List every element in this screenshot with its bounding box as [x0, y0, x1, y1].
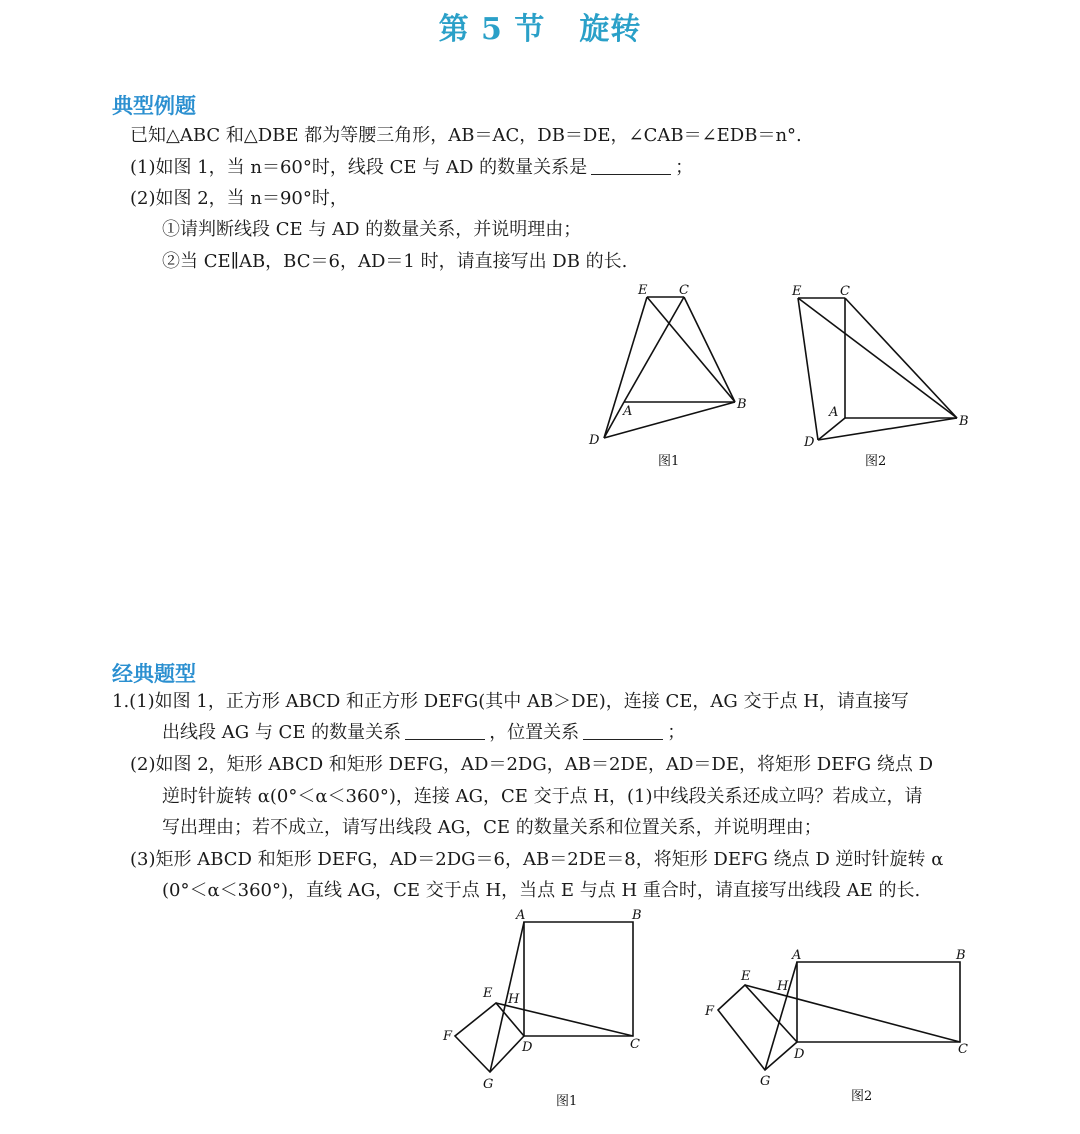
- fig1-seg-ce: [496, 1003, 633, 1036]
- s2fig2-label-a: A: [792, 948, 802, 963]
- s2fig1-label-g: G: [483, 1077, 494, 1092]
- question-2-part-1: ①请判断线段 CE 与 AD 的数量关系，并说明理由；: [162, 219, 582, 240]
- s2fig2-label-f: F: [705, 1004, 715, 1019]
- answer-blank: [591, 158, 671, 175]
- problem-1-part-1-text: 出线段 AG 与 CE 的数量关系: [162, 722, 402, 743]
- problem-statement: 已知△ABC 和△DBE 都为等腰三角形，AB＝AC，DB＝DE，∠CAB＝∠EDB＝n°.: [130, 125, 802, 146]
- s2fig1-caption: 图1: [556, 1094, 578, 1109]
- s2fig2-label-e: E: [741, 969, 751, 984]
- fig1-label-c: C: [679, 283, 689, 298]
- problem-1-part-3-line-2: (0°＜α＜360°)，直线 AG，CE 交于点 H，当点 E 与点 H 重合时，请直接写出线段 AE 的长.: [162, 880, 921, 901]
- question-2: (2)如图 2，当 n＝90°时，: [130, 188, 348, 209]
- fig2-caption: 图2: [865, 454, 887, 469]
- figure-1-squares: [430, 905, 660, 1120]
- s2fig1-label-b: B: [632, 908, 642, 923]
- fig2-label-a: A: [829, 405, 839, 420]
- question-1-text: (1)如图 1，当 n＝60°时，线段 CE 与 AD 的数量关系是: [130, 157, 588, 178]
- fig2-label-b: B: [959, 414, 969, 429]
- question-1-end: ；: [675, 157, 694, 178]
- fig1-label-a: A: [623, 404, 633, 419]
- page-title: [0, 4, 1080, 48]
- fig2-label-e: E: [792, 284, 802, 299]
- problem-1-part-1-line-1: 1.(1)如图 1，正方形 ABCD 和正方形 DEFG(其中 AB＞DE)，连接 CE，AG 交于点 H，请直接写: [112, 691, 909, 712]
- problem-1-part-1-end: ；: [667, 722, 686, 743]
- fig2-seg-eb: [798, 298, 957, 418]
- problem-1-part-2-line-2: 逆时针旋转 α(0°＜α＜360°)，连接 AG，CE 交于点 H，(1)中线段关系还成立吗？若成立，请: [162, 786, 923, 807]
- s2fig2-caption: 图2: [851, 1089, 873, 1104]
- problem-1-part-1-line-2: [162, 721, 685, 745]
- problem-1-part-3-line-1: (3)矩形 ABCD 和矩形 DEFG，AD＝2DG＝6，AB＝2DE＝8，将矩形 DEFG 绕点 D 逆时针旋转 α: [130, 849, 944, 870]
- position-blank: [583, 723, 663, 740]
- question-1: [130, 156, 693, 180]
- fig2-rect-abcd: [797, 962, 960, 1042]
- figure-2-rectangles: [700, 940, 980, 1115]
- problem-1-part-2-line-3: 写出理由；若不成立，请写出线段 AG，CE 的数量关系和位置关系，并说明理由；: [162, 817, 822, 838]
- s2fig2-label-g: G: [760, 1074, 771, 1089]
- fig2-rect-defg: [718, 985, 797, 1070]
- fig2-seg-de: [798, 298, 818, 440]
- s2fig1-label-f: F: [443, 1029, 453, 1044]
- fig2-label-c: C: [840, 284, 850, 299]
- s2fig1-label-a: A: [516, 908, 526, 923]
- s2fig2-label-c: C: [958, 1042, 968, 1057]
- s2fig1-label-e: E: [483, 986, 493, 1001]
- section-title: 旋转: [579, 12, 642, 47]
- fig1-label-d: D: [589, 433, 600, 448]
- section-heading-typical-examples: 典型例题: [112, 94, 196, 118]
- question-2-part-2: ②当 CE∥AB，BC＝6，AD＝1 时，请直接写出 DB 的长.: [162, 251, 628, 272]
- fig1-caption: 图1: [658, 454, 680, 469]
- fig2-label-d: D: [804, 435, 815, 450]
- s2fig2-label-b: B: [956, 948, 966, 963]
- figure-2-triangles: [785, 278, 975, 473]
- fig1-seg-ca: [624, 297, 684, 402]
- fig1-label-e: E: [638, 283, 648, 298]
- fig1-square-defg: [455, 1003, 524, 1072]
- s2fig1-label-d: D: [522, 1040, 533, 1055]
- fig1-label-b: B: [737, 397, 747, 412]
- s2fig2-label-d: D: [794, 1047, 805, 1062]
- fig2-seg-db: [818, 418, 957, 440]
- s2fig2-label-h: H: [777, 979, 789, 994]
- problem-1-part-2-line-1: (2)如图 2，矩形 ABCD 和矩形 DEFG，AD＝2DG，AB＝2DE，AD＝DE，将矩形 DEFG 绕点 D: [130, 754, 934, 775]
- s2fig1-label-h: H: [508, 992, 520, 1007]
- s2fig1-label-c: C: [630, 1037, 640, 1052]
- fig1-square-abcd: [524, 922, 633, 1036]
- section-heading-classic-types: 经典题型: [112, 662, 196, 686]
- problem-1-part-1-mid: ，位置关系: [489, 722, 580, 743]
- fig2-seg-cb: [845, 298, 957, 418]
- figure-1-triangles: [580, 278, 760, 473]
- quantity-blank: [405, 723, 485, 740]
- section-number: 第 5 节: [438, 12, 546, 47]
